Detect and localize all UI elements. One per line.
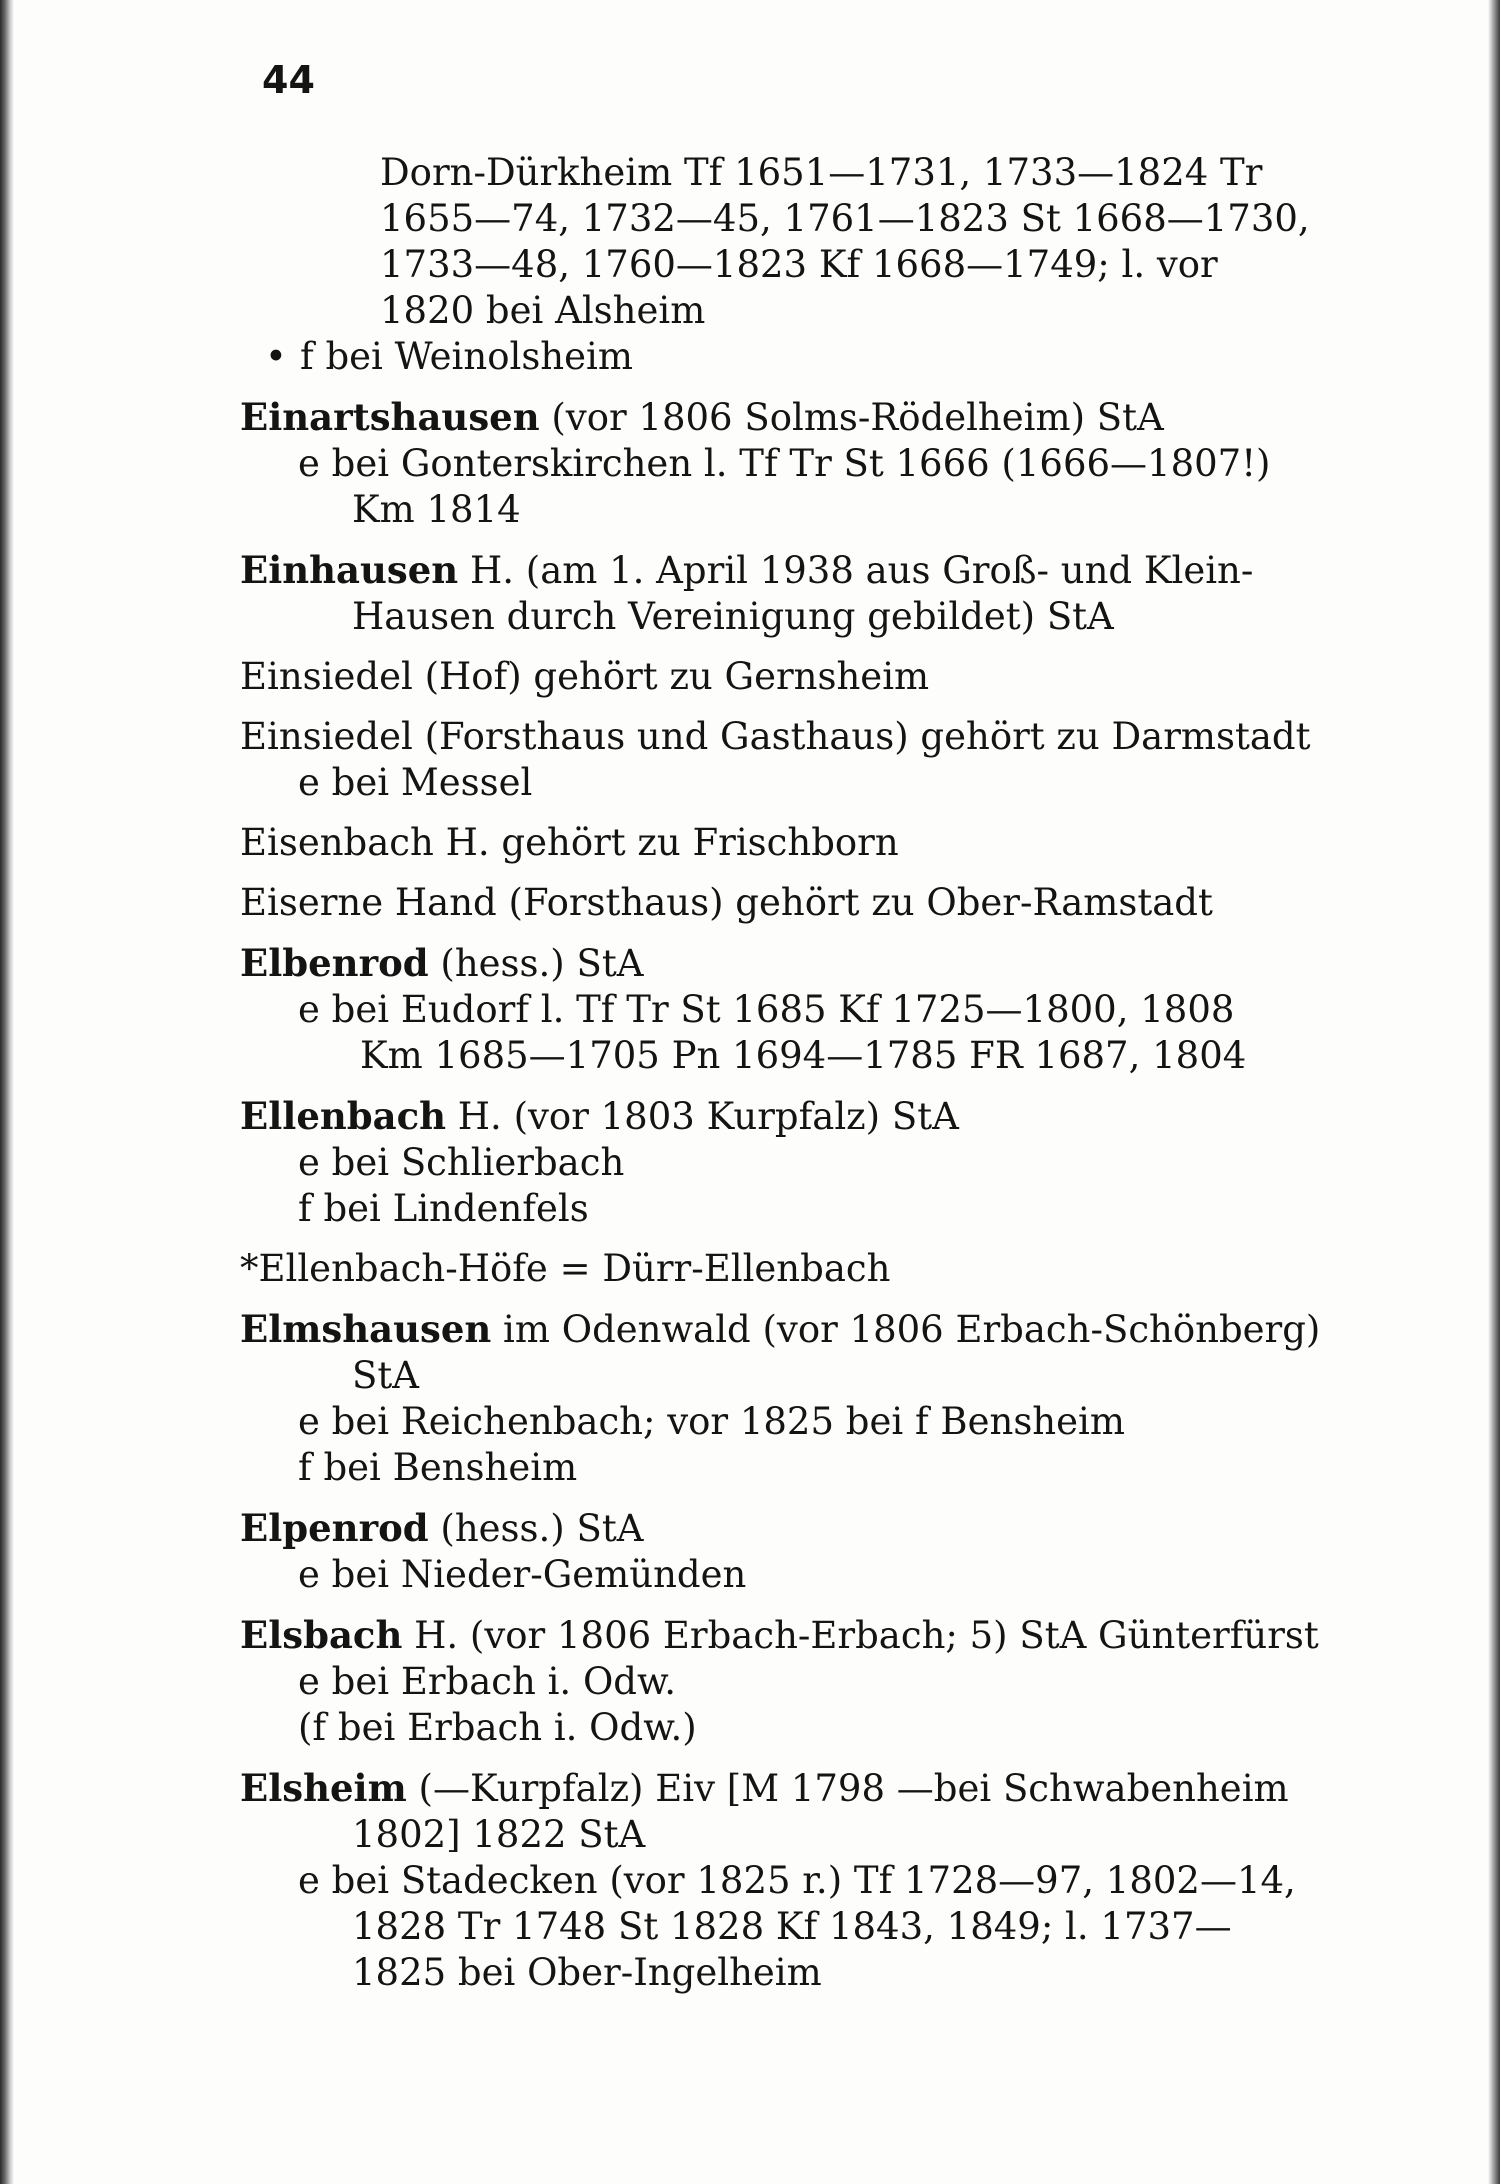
page-binding-shadow	[0, 0, 14, 2184]
entry-text: H. (am 1. April 1938 aus Groß- und Klein-	[458, 549, 1254, 592]
entry-elsbach	[240, 1612, 1340, 1751]
entry-line: 1820 bei Alsheim	[380, 289, 706, 332]
entry-line	[240, 940, 1340, 987]
entry-headword: Elsbach	[240, 1613, 403, 1657]
entry-headword: Ellenbach	[240, 1094, 447, 1138]
entry-line: Einsiedel (Forsthaus und Gasthaus) gehört zu Darmstadt	[240, 715, 1311, 758]
entry-line	[240, 1505, 1340, 1552]
entry-line: e bei Nieder-Gemünden	[298, 1553, 747, 1596]
entry-line: Dorn-Dürkheim Tf 1651—1731, 1733—1824 Tr	[380, 151, 1263, 194]
entry-line: 1733—48, 1760—1823 Kf 1668—1749; l. vor	[380, 243, 1218, 286]
entry-text: f bei Weinolsheim	[300, 335, 633, 378]
entry-dorn-duerkheim	[240, 150, 1340, 380]
entry-ellenbach	[240, 1093, 1340, 1232]
entry-line: Eiserne Hand (Forsthaus) gehört zu Ober-Ramstadt	[240, 881, 1213, 924]
entry-elsheim	[240, 1765, 1340, 1996]
entry-elpenrod	[240, 1505, 1340, 1598]
entry-eisenbach	[240, 820, 1340, 866]
entry-line: 1655—74, 1732—45, 1761—1823 St 1668—1730,	[380, 197, 1310, 240]
entry-text: H. (vor 1806 Erbach-Erbach; 5) StA Günterfürst	[402, 1614, 1319, 1657]
entry-line: e bei Eudorf l. Tf Tr St 1685 Kf 1725—1800, 1808	[298, 988, 1235, 1031]
entry-line: e bei Schlierbach	[298, 1141, 625, 1184]
entry-einsiedel-hof	[240, 654, 1340, 700]
entry-line: *Ellenbach-Höfe = Dürr-Ellenbach	[240, 1247, 891, 1290]
page-edge-shadow	[1488, 0, 1500, 2184]
entry-text: (hess.) StA	[428, 942, 644, 985]
entry-headword: Elsheim	[240, 1766, 407, 1810]
entry-line: e bei Stadecken (vor 1825 r.) Tf 1728—97, 1802—14,	[298, 1859, 1296, 1902]
entry-line	[240, 1093, 1340, 1140]
entry-headword: Einartshausen	[240, 395, 540, 439]
entry-line: 1828 Tr 1748 St 1828 Kf 1843, 1849; l. 1737—	[352, 1905, 1232, 1948]
entry-headword: Elpenrod	[240, 1506, 429, 1550]
entry-eiserne-hand	[240, 880, 1340, 926]
entry-text: (—Kurpfalz) Eiv [M 1798 —bei Schwabenheim	[406, 1767, 1289, 1810]
entry-line: 1825 bei Ober-Ingelheim	[352, 1951, 822, 1994]
entry-line: e bei Gonterskirchen l. Tf Tr St 1666 (1666—1807!)	[298, 442, 1271, 485]
entry-line: Eisenbach H. gehört zu Frischborn	[240, 821, 899, 864]
entry-line	[240, 1765, 1340, 1812]
entry-line: Km 1814	[352, 488, 521, 531]
entry-text: (vor 1806 Solms-Rödelheim) StA	[539, 396, 1164, 439]
entry-line: 1802] 1822 StA	[352, 1813, 646, 1856]
entry-line: Hausen durch Vereinigung gebildet) StA	[352, 595, 1114, 638]
page-number: 44	[262, 58, 315, 102]
entry-text: H. (vor 1803 Kurpfalz) StA	[446, 1095, 959, 1138]
entry-einhausen	[240, 547, 1340, 640]
entry-line	[240, 394, 1340, 441]
bullet-mark: •	[265, 335, 287, 378]
gazetteer-entries	[240, 150, 1340, 2010]
entry-ellenbach-hoefe	[240, 1246, 1340, 1292]
entry-line: f bei Lindenfels	[298, 1187, 589, 1230]
entry-line: StA	[352, 1354, 419, 1397]
entry-text: (hess.) StA	[428, 1507, 644, 1550]
entry-line: e bei Messel	[298, 761, 533, 804]
entry-line: Km 1685—1705 Pn 1694—1785 FR 1687, 1804	[360, 1034, 1247, 1077]
entry-line	[240, 1612, 1340, 1659]
entry-line	[240, 1306, 1340, 1353]
entry-line: f bei Bensheim	[298, 1446, 578, 1489]
entry-line: Einsiedel (Hof) gehört zu Gernsheim	[240, 655, 930, 698]
entry-line	[240, 547, 1340, 594]
entry-line	[265, 334, 1340, 380]
entry-elbenrod	[240, 940, 1340, 1079]
entry-elmshausen	[240, 1306, 1340, 1491]
entry-line: e bei Reichenbach; vor 1825 bei f Bensheim	[298, 1400, 1125, 1443]
entry-headword: Elbenrod	[240, 941, 429, 985]
entry-line: (f bei Erbach i. Odw.)	[298, 1706, 697, 1749]
entry-text: im Odenwald (vor 1806 Erbach-Schönberg)	[491, 1308, 1321, 1351]
entry-einsiedel-forsthaus	[240, 714, 1340, 806]
entry-headword: Einhausen	[240, 548, 459, 592]
entry-headword: Elmshausen	[240, 1307, 492, 1351]
entry-line: e bei Erbach i. Odw.	[298, 1660, 677, 1703]
entry-einartshausen	[240, 394, 1340, 533]
